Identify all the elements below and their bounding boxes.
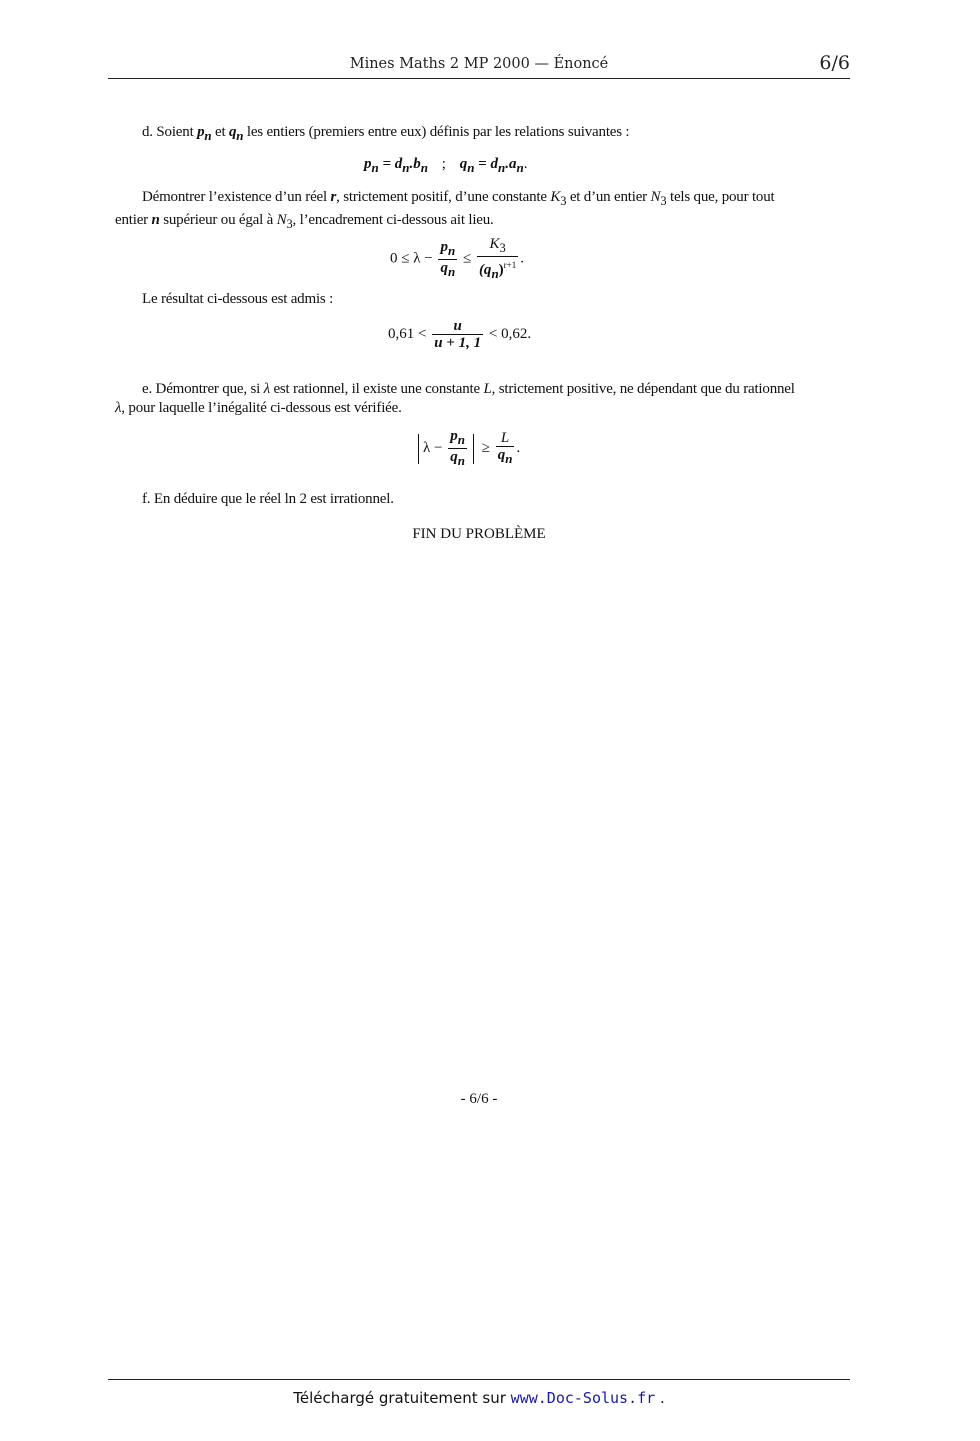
symbol-p: p xyxy=(197,124,205,140)
subscript-n: n xyxy=(447,263,456,279)
symbol-lambda: λ xyxy=(263,381,270,397)
formula-part: ≤ xyxy=(462,250,472,267)
symbol-p: p xyxy=(364,156,372,172)
text: et xyxy=(211,124,229,140)
question-f-statement: f. En déduire que le réel ln 2 est irrationnel. xyxy=(142,491,394,507)
denominator: u + 1, 1 xyxy=(434,335,482,351)
footer-divider xyxy=(108,1379,850,1380)
formula-pn-qn xyxy=(364,156,527,176)
symbol-N: N xyxy=(650,189,661,205)
formula-end: . xyxy=(520,250,524,267)
symbol-p: p xyxy=(450,428,458,444)
symbol-q: q xyxy=(450,449,458,465)
symbol-lambda: λ xyxy=(115,400,122,416)
subscript-n: n xyxy=(371,160,379,175)
symbol-p: p xyxy=(440,238,448,255)
subscript-n: n xyxy=(204,128,212,143)
abs-bar-right xyxy=(473,434,474,464)
text: tels que, pour tout entier xyxy=(115,189,775,228)
subscript-n: n xyxy=(447,242,456,258)
symbol-r: r xyxy=(330,189,337,205)
subscript-n: n xyxy=(467,160,475,175)
formula-separator: ; xyxy=(441,156,450,172)
page-number: - 6/6 - xyxy=(460,1091,498,1107)
subscript-n: n xyxy=(505,451,513,466)
subscript-n: n xyxy=(491,266,499,281)
text: est rationnel, il existe une constante xyxy=(269,381,484,397)
subscript-n: n xyxy=(516,160,524,175)
subscript-n: n xyxy=(497,160,506,175)
text: Démontrer l’existence d’un réel xyxy=(142,189,331,205)
symbol-L: L xyxy=(500,430,510,446)
symbol-q: q xyxy=(497,447,506,463)
symbol-q: q xyxy=(440,259,448,276)
symbol-K: K xyxy=(550,189,561,205)
symbol-u: u xyxy=(453,318,462,334)
symbol-K: K xyxy=(489,236,500,252)
subscript-n: n xyxy=(236,128,244,143)
formula-part: 0 ≤ λ − xyxy=(390,250,433,267)
symbol-q: q xyxy=(228,124,237,140)
formula-part: = d xyxy=(474,156,498,172)
footer-text: Téléchargé gratuitement sur xyxy=(293,1389,511,1407)
formula-part: < 0,62. xyxy=(488,325,532,342)
question-d-statement xyxy=(115,188,795,234)
formula-part: λ − xyxy=(423,439,443,456)
subscript-3: 3 xyxy=(499,241,506,255)
formula-inequality xyxy=(414,428,520,469)
fraction-L-qn xyxy=(496,430,515,467)
footer-end: . xyxy=(655,1389,665,1407)
text: les entiers (premiers entre eux) définis par les relations suivantes : xyxy=(243,124,630,140)
subscript-n: n xyxy=(457,453,465,468)
formula-part: ≥ xyxy=(481,439,490,456)
text: et d’un entier xyxy=(566,189,651,205)
abs-bar-left xyxy=(418,434,419,464)
question-d-intro xyxy=(142,123,842,145)
symbol-L: L xyxy=(483,381,492,397)
exponent: r+1 xyxy=(503,260,517,270)
text: , l’encadrement ci-dessous ait lieu. xyxy=(292,212,494,228)
question-e-statement xyxy=(115,380,800,418)
formula-end: . xyxy=(523,156,528,172)
admis-line: Le résultat ci-dessous est admis : xyxy=(142,291,334,307)
subscript-n: n xyxy=(402,160,410,175)
formula-part: .b xyxy=(409,156,421,172)
page-header xyxy=(108,50,850,79)
text: e. Démontrer que, si xyxy=(142,381,264,397)
text: supérieur ou égal à xyxy=(159,212,277,228)
formula-encadrement xyxy=(390,236,524,282)
symbol-q: q xyxy=(459,156,468,172)
subscript-n: n xyxy=(420,160,429,175)
formula-end: . xyxy=(516,439,521,456)
text: d. Soient xyxy=(142,124,198,140)
footer xyxy=(108,1389,850,1407)
subscript-n: n xyxy=(457,432,465,447)
end-of-problem-title: FIN DU PROBLÈME xyxy=(412,526,546,542)
fraction-pn-qn xyxy=(438,239,457,280)
text: , strictement positif, d’une constante xyxy=(336,189,551,205)
paren: ) xyxy=(498,262,504,278)
fraction-pn-qn xyxy=(448,428,467,469)
symbol-N: N xyxy=(276,212,287,228)
subscript-3: 3 xyxy=(560,194,567,208)
header-page-number: 6/6 xyxy=(819,52,850,74)
footer-link[interactable]: www.Doc-Solus.fr xyxy=(510,1389,656,1407)
subscript-3: 3 xyxy=(286,217,293,231)
formula-part: 0,61 < xyxy=(388,325,427,342)
formula-admis xyxy=(388,318,531,351)
subscript-3: 3 xyxy=(660,194,667,208)
symbol-n: n xyxy=(151,212,160,228)
fraction-K3 xyxy=(477,236,518,282)
header-title: Mines Maths 2 MP 2000 — Énoncé xyxy=(349,56,609,72)
fraction-u xyxy=(432,318,483,351)
formula-part: .a xyxy=(505,156,517,172)
formula-part: = d xyxy=(378,156,403,172)
text: , pour laquelle l’inégalité ci-dessous est vérifiée. xyxy=(121,400,402,416)
text: , strictement positive, ne dépendant que du rationnel xyxy=(491,381,795,397)
symbol-q: (q xyxy=(478,262,492,278)
